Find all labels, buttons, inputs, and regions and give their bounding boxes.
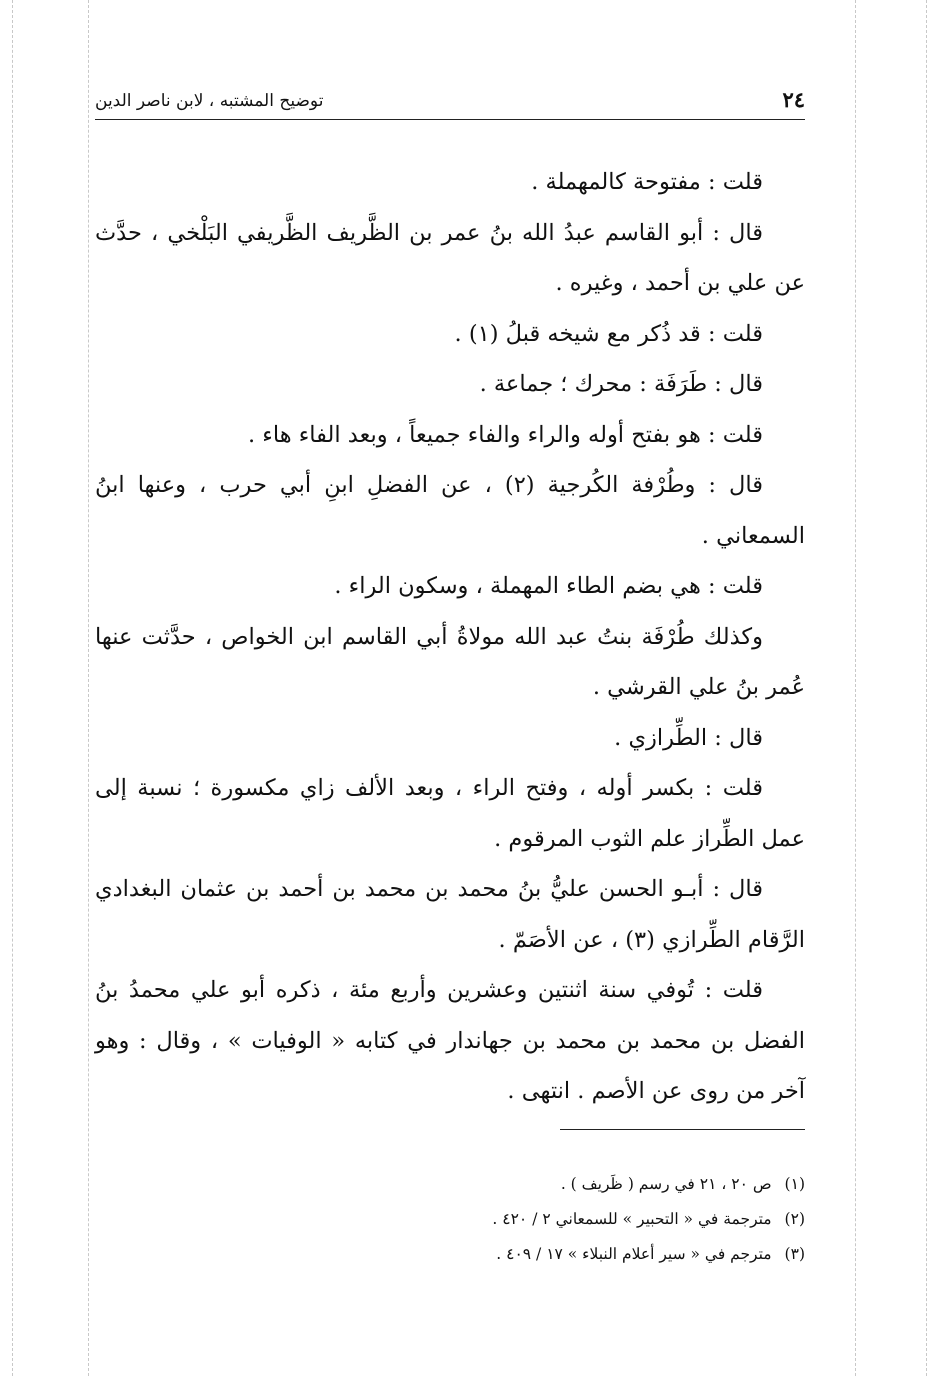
paragraph: قلت : هي بضم الطاء المهملة ، وسكون الراء . [334,573,763,599]
paragraph: قال : أبو القاسم عبدُ الله بنُ عمر بن الظَّريف الظَّريفي البَلْخي ، حدَّث عن علي بن أحمد ، وغيره . [95,219,805,296]
main-text [95,157,805,1117]
footnote-text: ص ٢٠ ، ٢١ في رسم ( ظَريف ) . [560,1175,772,1193]
footnotes [95,1167,805,1272]
paragraph: قال : الطِّرازي . [614,724,763,751]
scan-guide-line-right-inner [855,0,856,1376]
scan-guide-line-left-inner [88,0,89,1376]
footnote [95,1167,805,1202]
footnote-divider [560,1129,805,1130]
paragraph: قلت : مفتوحة كالمهملة . [531,169,763,195]
paragraph: قلت : هو بفتح أوله والراء والفاء جميعاً ، وبعد الفاء هاء . [247,421,763,448]
footnote-text: مترجمة في « التحبير » للسمعاني ٢ / ٤٢٠ . [492,1210,772,1228]
footnote [95,1202,805,1237]
book-title: توضيح المشتبه ، لابن ناصر الدين [95,91,324,111]
footnote-marker: (٣) [784,1245,805,1263]
paragraph: قال : وطُرْفة الكُرجية (٢) ، عن الفضلِ ابنِ أبي حرب ، وعنها ابنُ السمعاني . [95,472,805,549]
footnote [95,1237,805,1272]
paragraph: وكذلك طُرْفَة بنتُ عبد الله مولاةُ أبي القاسم ابن الخواص ، حدَّثت عنها عُمر بنُ علي القرشي . [95,623,805,700]
footnote-text: مترجم في « سير أعلام النبلاء » ١٧ / ٤٠٩ . [496,1245,772,1263]
paragraph: قلت : تُوفي سنة اثنتين وعشرين وأربع مئة ، ذكره أبو علي محمدُ بنُ الفضل بن محمد بن محمد بن جهاندار في كتابه « الوفيات » ، وقال : وهو آخر من روى عن الأصم . انتهى . [95,977,805,1104]
paragraph: قال : طَرَفَة : محرك ؛ جماعة . [479,371,763,397]
page-number: ٢٤ [782,87,805,112]
paragraph: قلت : قد ذُكر مع شيخه قبلُ (١) . [454,320,763,347]
running-header [95,75,805,120]
paragraph: قلت : بكسر أوله ، وفتح الراء ، وبعد الألف زاي مكسورة ؛ نسبة إلى عمل الطِّراز علم الثوب المرقوم . [95,775,805,852]
footnote-marker: (٢) [784,1210,805,1228]
footnote-marker: (١) [784,1175,805,1193]
book-page [95,75,805,1325]
scan-guide-line-right [926,0,927,1376]
scan-guide-line-left [12,0,13,1376]
paragraph: قال : أبـو الحسن عليُّ بنُ محمد بن محمد بن أحمد بن عثمان البغدادي الرَّقام الطِّرازي (٣) ، عن الأصَمّ . [95,876,805,953]
